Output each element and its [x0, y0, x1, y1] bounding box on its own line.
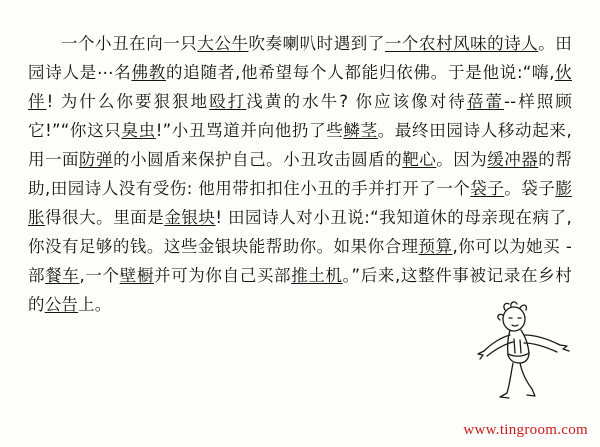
- vocab-word: 一个农村风味的诗人: [384, 33, 539, 53]
- story-text: 得很大。里面是: [45, 207, 165, 227]
- vocab-word: 臭虫: [121, 120, 156, 140]
- story-text: 上。: [78, 294, 112, 314]
- vocab-word: 殴打: [209, 91, 247, 111]
- vocab-word: 蓓蕾: [466, 91, 505, 111]
- vocab-word: 大公牛: [197, 33, 249, 53]
- story-text: 的帮助,田园诗人没有受伤: 他用带扣扣住小丑的手并打开了一个: [28, 149, 573, 198]
- story-text: 。田园诗人是⋯名: [28, 33, 572, 82]
- vocab-word: 预算: [418, 236, 453, 256]
- story-text: 的小圆盾来保护自己。小丑攻击圆盾的: [113, 149, 403, 169]
- story-text: !”小丑骂道并向他扔了些: [155, 120, 344, 140]
- story-text: 。最终田园诗人移动起来,用一面: [28, 120, 572, 169]
- story-text: 并可为你自己买部: [153, 265, 292, 285]
- vocab-word: 缓冲器: [487, 149, 539, 169]
- vocab-word: 金银块: [164, 207, 216, 227]
- vocab-word: 壁橱: [119, 265, 154, 285]
- vocab-word: 伙伴: [28, 62, 572, 111]
- story-text: ,一个: [79, 265, 120, 285]
- story-text: 。”后来,这整件事被记录在乡村的: [28, 265, 572, 314]
- story-text: 的追随者,他希望每个人都能归依佛。于是他说:“嗨,: [166, 62, 555, 82]
- story-paragraph: [28, 29, 572, 319]
- vocab-word: 佛教: [131, 62, 166, 82]
- story-text: ,你可以为她买 -部: [28, 236, 572, 285]
- story-text: 。袋子: [504, 178, 556, 198]
- vocab-word: 鳞茎: [343, 120, 378, 140]
- martial-arts-figure-illustration: [458, 299, 578, 409]
- watermark-text: www.tingroom.com: [463, 422, 588, 438]
- story-text: 吹奏喇叭时遇到了: [248, 33, 385, 53]
- vocab-word: 袋子: [470, 178, 505, 198]
- vocab-word: 防弹: [79, 149, 114, 169]
- vocab-word: 膨胀: [28, 178, 573, 227]
- story-text: 浅黄的水牛? 你应该像对待: [246, 91, 467, 111]
- story-text: 一个小丑在向一只: [61, 33, 198, 53]
- story-text: ! 田园诗人对小丑说:“我知道休的母亲现在病了,你没有足够的钱。这些金银块能帮助你。如果你合理: [28, 207, 572, 256]
- vocab-word: 推土机: [291, 265, 343, 285]
- vocab-word: 靶心: [402, 149, 437, 169]
- vocab-word: 餐车: [45, 265, 80, 285]
- story-text: --样照顾它!”“你这只: [28, 91, 573, 140]
- story-text: ! 为什么你要狠狠地: [46, 91, 210, 111]
- vocab-word: 公告: [44, 294, 79, 314]
- story-text: 。因为: [436, 149, 488, 169]
